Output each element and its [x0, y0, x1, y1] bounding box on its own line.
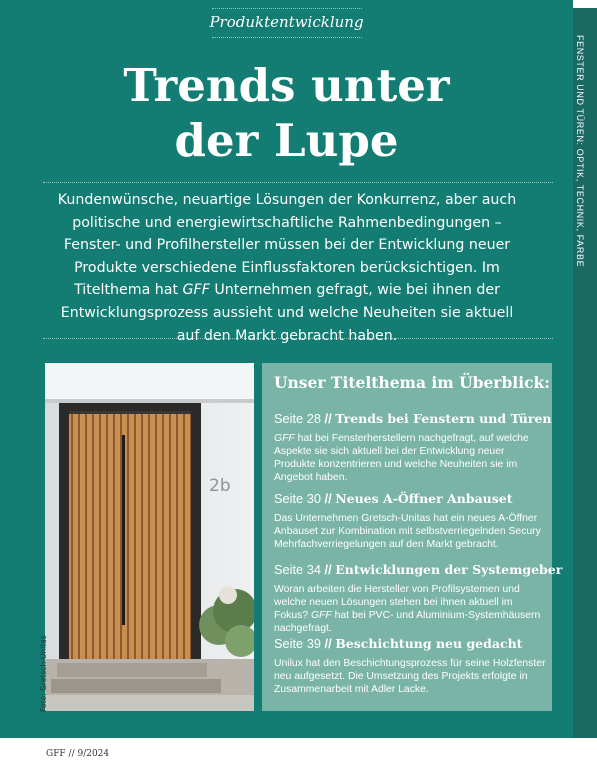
photo-credit: Foto: Gretsch-Unitas: [39, 635, 48, 712]
intro-paragraph: Kundenwünsche, neuartige Lösungen der Konkurrenz, aber auch politische und energiewirtschaftliche Rahmenbedingungen – Fenster- und Profilhersteller müssen bei der Entwicklung neuer Produkte verschiedene Einflussfaktoren berücksichtigen. Im Titelthema hat GFF Unternehmen gefragt, wie bei ihnen der Entwicklungsprozess aussieht und welche Neuheiten sie aktuell auf den Markt gebracht haben.: [57, 192, 517, 344]
entry-topic: Entwicklungen der Systemgeber: [335, 562, 563, 577]
overview-entry: [274, 491, 546, 551]
page-reference: Seite 34: [274, 562, 321, 577]
entry-heading: [274, 491, 546, 507]
kicker: Produktentwicklung: [209, 13, 364, 31]
entry-topic: Beschichtung neu gedacht: [335, 636, 523, 651]
entry-heading: [274, 411, 552, 427]
overview-entry: [274, 411, 552, 484]
entry-text: Woran arbeiten die Hersteller von Profilsystemen und welche neuen Lösungen stehen bei ihnen aktuell im Fokus? GFF hat bei PVC- und Aluminium-Systemhäusern nachgefragt.: [274, 584, 541, 634]
entry-text: GFF hat bei Fensterherstellern nachgefragt, auf welche Aspekte sie sich aktuell bei der Entwicklung neuer Produkte konzentrieren und welche Neuheiten sie im Angebot haben.: [274, 433, 529, 483]
page-reference: Seite 39: [274, 636, 321, 651]
door-illustration: [45, 363, 254, 711]
page-title: [0, 58, 573, 168]
title-line-1: Trends unter: [123, 59, 450, 112]
entry-heading: [274, 562, 563, 578]
entry-topic: Neues A-Öffner Anbauset: [335, 491, 513, 506]
divider: [212, 8, 362, 9]
magazine-name: GFF: [274, 433, 295, 444]
overview-entry: [274, 562, 563, 635]
page-reference: Seite 30: [274, 491, 321, 506]
overview-title: Unser Titelthema im Überblick:: [274, 373, 550, 392]
divider: [43, 182, 553, 183]
overview-box: [262, 363, 563, 711]
overview-entry: [274, 636, 546, 696]
magazine-name: GFF: [182, 282, 210, 299]
page-footer: GFF // 9/2024: [46, 749, 110, 759]
separator: //: [324, 562, 332, 577]
entry-heading: [274, 636, 546, 652]
page-reference: Seite 28: [274, 411, 321, 426]
entry-topic: Trends bei Fenstern und Türen: [335, 411, 552, 426]
magazine-name: GFF: [310, 610, 332, 621]
entry-text: Das Unternehmen Gretsch-Unitas hat ein neues A-Öffner Anbauset zur Kombination mit selbstverriegelnden Secury Mehrfachverriegelungen auf den Markt gebracht.: [274, 513, 541, 550]
title-line-2: der Lupe: [174, 114, 399, 167]
divider: [43, 338, 553, 339]
door-photo: [45, 363, 254, 711]
separator: //: [324, 491, 332, 506]
separator: //: [324, 636, 332, 651]
divider: [212, 37, 362, 38]
entry-text: Unilux hat den Beschichtungsprozess für seine Holzfenster neu aufgesetzt. Die Umsetzung des Projekts erfolgte in Zusammenarbeit mit Adler Lacke.: [274, 658, 546, 695]
house-number: 2b: [209, 476, 231, 496]
section-label: FENSTER UND TÜREN: OPTIK, TECHNIK, FARBE: [575, 35, 585, 268]
separator: //: [324, 411, 332, 426]
